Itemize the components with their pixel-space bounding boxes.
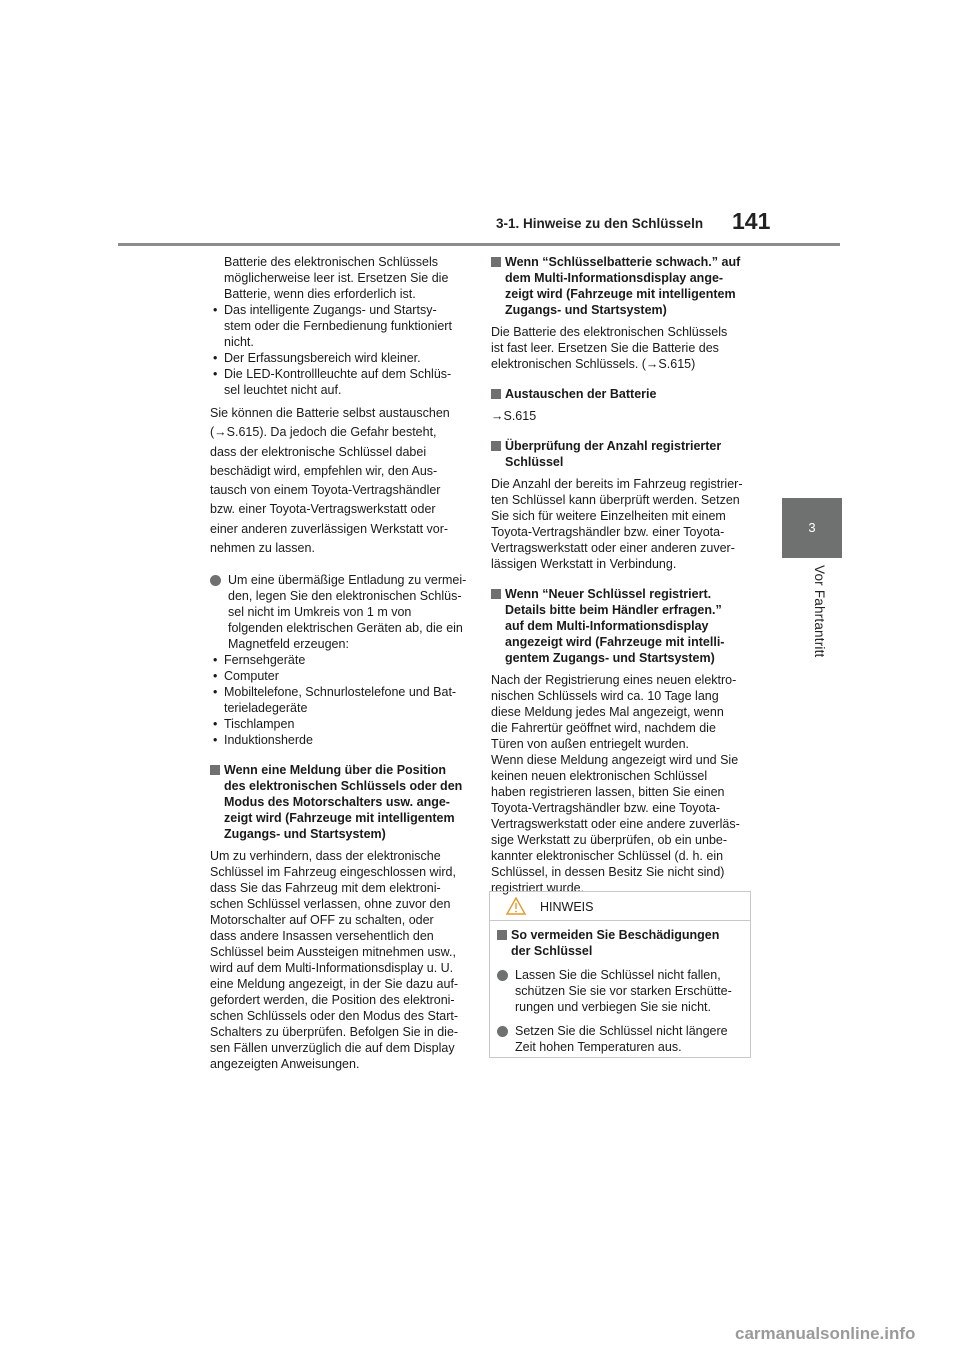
list-item: • Tischlampen bbox=[213, 717, 295, 732]
square-bullet-icon bbox=[491, 257, 501, 267]
paragraph: Nach der Registrierung eines neuen elektro- nischen Schlüssels wird ca. 10 Tage lang diese Meldung jedes Mal angezeigt, wenn die Fahrertür geöffnet wird, nachdem die Türen von außen entriegelt wurden. Wenn diese Meldung angezeigt wird und Sie keinen neuen elektronischen Schlüssel haben registrieren lassen, bitten Sie einen Toyota-Vertragshändler bzw. eine Toyota- Vertragswerkstatt oder eine andere zuverläs- sige Werkstatt zu überprüfen, ob ein unbe- kannter elektronischer Schlüssel (d. h. ein Schlüssel, in dessen Besitz Sie nicht sind) registriert wurde. bbox=[491, 673, 740, 895]
left-column bbox=[210, 254, 472, 1072]
list-item: • Computer bbox=[213, 669, 279, 684]
warning-triangle-icon bbox=[506, 897, 526, 919]
chapter-tab: 3 bbox=[782, 498, 842, 558]
notice-header bbox=[490, 892, 750, 921]
circle-bullet-icon bbox=[210, 575, 221, 586]
notice-body bbox=[490, 921, 750, 1055]
header-rule bbox=[118, 243, 840, 246]
circle-bullet-item: Lassen Sie die Schlüssel nicht fallen, schützen Sie sie vor starken Erschütte- rungen und verbiegen Sie sie nicht. bbox=[497, 967, 742, 1015]
message-paragraph: Um zu verhindern, dass der elektronische Schlüssel im Fahrzeug eingeschlossen wird, dass Sie das Fahrzeug mit dem elektroni- schen Schlüssel verlassen, ohne zuvor den Motorschalter auf OFF zu schalten, oder dass andere Insassen versehentlich den Schlüssel beim Aussteigen mitnehmen usw., wird auf dem Multi-Informationsdisplay u. U. eine Meldung angezeigt, in der Sie dazu auf- gefordert werden, die Position des elektroni- schen Schlüssels oder den Modus des Start- Schalters zu überprüfen. Befolgen Sie in die- sen Fällen unverzüglich die auf dem Display angezeigten Anweisungen. bbox=[210, 849, 459, 1072]
circle-bullet-icon bbox=[497, 1026, 508, 1037]
circle-bullet-icon bbox=[497, 970, 508, 981]
chapter-label: Vor Fahrtantritt bbox=[812, 565, 827, 658]
watermark: carmanualsonline.info bbox=[735, 1324, 916, 1343]
section-title: 3-1. Hinweise zu den Schlüsseln bbox=[496, 216, 704, 231]
section-heading: So vermeiden Sie Beschädigungen der Schlüssel bbox=[497, 927, 742, 959]
list-item: • Der Erfassungsbereich wird kleiner. bbox=[213, 351, 421, 365]
list-item: • Induktionsherde bbox=[213, 733, 313, 748]
list-item: • Fernsehgeräte bbox=[213, 653, 306, 668]
section-heading: Wenn eine Meldung über die Position des elektronischen Schlüssels oder den Modus des Motorschalters usw. ange- zeigt wird (Fahrzeuge mit intelligentem Zugangs- und Startsystem) bbox=[210, 762, 472, 842]
page-number: 141 bbox=[732, 208, 771, 234]
list-item: • Mobiltelefone, Schnurlostelefone und Bat- terieladegeräte bbox=[213, 685, 457, 716]
circle-bullet-item: Setzen Sie die Schlüssel nicht längere Zeit hohen Temperaturen aus. bbox=[497, 1023, 742, 1055]
section-heading: Wenn “Schlüsselbatterie schwach.” auf dem Multi-Informationsdisplay ange- zeigt wird (Fahrzeuge mit intelligentem Zugangs- und Startsystem) bbox=[491, 254, 753, 318]
circle-bullet-item: Um eine übermäßige Entladung zu vermei- den, legen Sie den elektronischen Schlüs- sel nicht im Umkreis von 1 m von folgenden elektrischen Geräten ab, die ein Magnetfeld erzeugen: • Fernsehgeräte • Computer • Mobiltelefone, Schnurlostelefone und Bat- terieladegeräte • Tischlampen • Induktionsherde bbox=[210, 572, 472, 748]
right-column bbox=[491, 254, 753, 896]
paragraph: Die Batterie des elektronischen Schlüssels ist fast leer. Ersetzen Sie die Batterie des elektronischen Schlüssels. (→S.615) bbox=[491, 325, 728, 371]
square-bullet-icon bbox=[491, 589, 501, 599]
section-heading: Überprüfung der Anzahl registrierter Schlüssel bbox=[491, 438, 753, 470]
section-heading: Wenn “Neuer Schlüssel registriert. Details bitte beim Händler erfragen.” auf dem Multi-Informationsdisplay angezeigt wird (Fahrzeuge mit intelli- gentem Zugangs- und Startsystem) bbox=[491, 586, 753, 666]
square-bullet-icon bbox=[491, 441, 501, 451]
list-item: • Das intelligente Zugangs- und Startsy- stem oder die Fernbedienung funktioniert nicht. bbox=[213, 303, 452, 349]
square-bullet-icon bbox=[210, 765, 220, 775]
paragraph: Die Anzahl der bereits im Fahrzeug registrier- ten Schlüssel kann überprüft werden. Setzen Sie sich für weitere Einzelheiten mit einem Toyota-Vertragshändler bzw. einer Toyota- Vertragswerkstatt oder einer anderen zuver- lässigen Werkstatt in Verbindung. bbox=[491, 477, 743, 571]
section-heading: Austauschen der Batterie bbox=[491, 386, 753, 402]
battery-paragraph: Sie können die Batterie selbst austauschen (→S.615). Da jedoch die Gefahr besteht, dass der elektronische Schlüssel dabei beschädigt wird, empfehlen wir, den Aus- tausch von einem Toyota-Vertragshändler bzw. einer Toyota-Vertragswerkstatt oder einer anderen zuverlässigen Werkstatt vor- nehmen zu lassen. bbox=[210, 406, 450, 556]
notice-box bbox=[489, 891, 751, 1058]
square-bullet-icon bbox=[491, 389, 501, 399]
continued-text: Batterie des elektronischen Schlüssels möglicherweise leer ist. Ersetzen Sie die Batterie, wenn dies erforderlich ist. bbox=[224, 255, 449, 301]
notice-label: HINWEIS bbox=[540, 900, 594, 914]
list-item: • Die LED-Kontrollleuchte auf dem Schlüs- sel leuchtet nicht auf. bbox=[213, 367, 452, 397]
square-bullet-icon bbox=[497, 930, 507, 940]
page-reference: →S.615 bbox=[491, 409, 537, 423]
